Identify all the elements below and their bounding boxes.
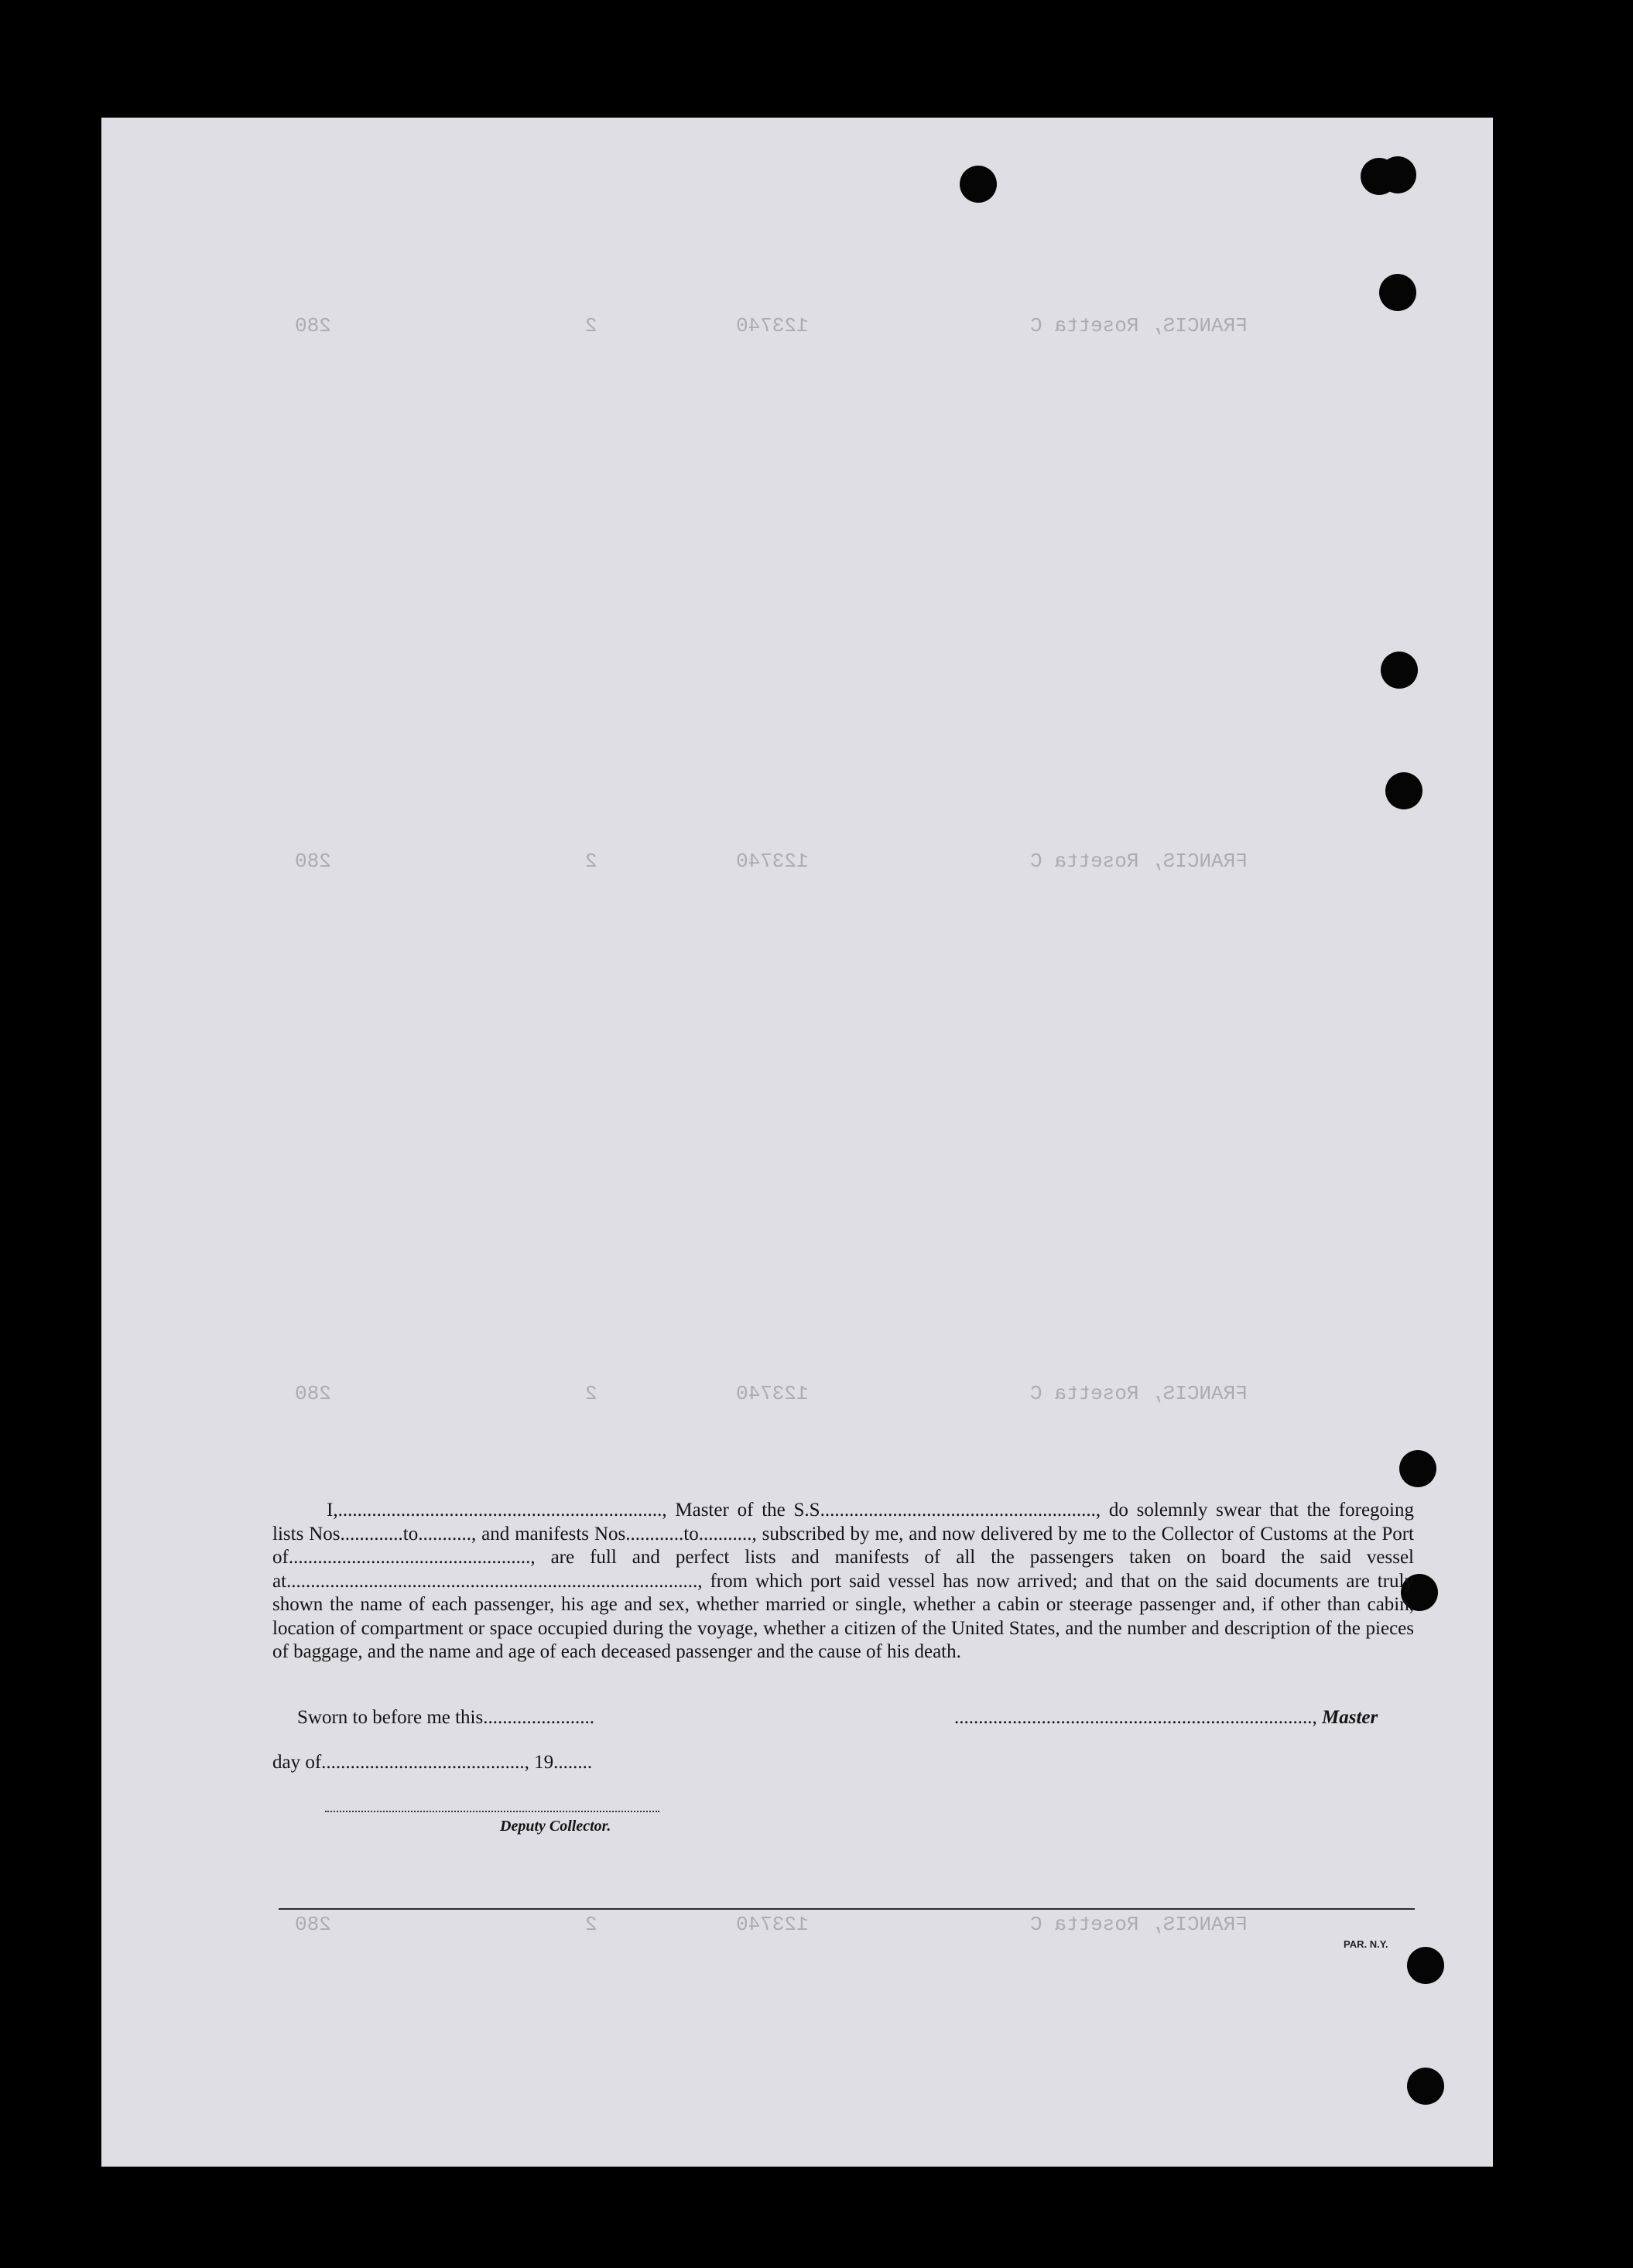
ghost-col: 2 [585, 850, 597, 873]
ghost-col: 2 [585, 314, 597, 337]
punch-hole [1385, 772, 1422, 809]
ghost-number: 123740 [736, 314, 809, 337]
manifest-page [101, 118, 1493, 2167]
ghost-number: 123740 [736, 1913, 809, 1936]
ghost-age: 280 [295, 1913, 331, 1936]
ghost-name: FRANCIS, Rosetta C [1030, 1382, 1248, 1405]
master-label: Master [1322, 1707, 1378, 1728]
punch-hole [1381, 652, 1418, 689]
ghost-number: 123740 [736, 850, 809, 873]
day-of-line: day of.........................................., 19........ [272, 1752, 593, 1773]
sworn-line: Sworn to before me this....................... [297, 1707, 594, 1728]
master-dots: .........................................................................., [954, 1707, 1317, 1728]
deputy-collector-label: Deputy Collector. [500, 1818, 611, 1835]
oath-paragraph: I,..................................................................., Master of the S.S........................................................., do solemnly swear that the foregoing lists Nos.............to..........., and manifests Nos............to..........., subscribed by me, and now delivered by me to the Collector of Customs at the Port of.................................................., are full and perfect lists and manifests of all the passengers taken on board the said vessel at....................................................................................., from which port said vessel has now arrived; and that on the said documents are truly shown the name of each passenger, his age and sex, whether married or single, whether a cabin or steerage passenger and, if other than cabin, location of compartment or space occupied during the voyage, whether a citizen of the United States, and the number and description of the pieces of baggage, and the name and age of each deceased passenger and the cause of his death. [272, 1500, 1414, 1662]
ghost-col: 2 [585, 1382, 597, 1405]
ghost-col: 2 [585, 1913, 597, 1936]
punch-hole [1379, 156, 1416, 193]
deputy-signature-rule [325, 1811, 659, 1812]
ghost-name: FRANCIS, Rosetta C [1030, 850, 1248, 873]
punch-hole [960, 166, 997, 203]
punch-hole [1407, 1947, 1444, 1984]
punch-hole [1399, 1450, 1436, 1487]
ghost-number: 123740 [736, 1382, 809, 1405]
punch-hole [1379, 274, 1416, 311]
ghost-age: 280 [295, 314, 331, 337]
printer-mark: PAR. N.Y. [1344, 1938, 1388, 1950]
bottom-rule [279, 1908, 1415, 1910]
master-oath [272, 1499, 1414, 1664]
master-signature-line [954, 1707, 1378, 1729]
ghost-age: 280 [295, 850, 331, 873]
ghost-name: FRANCIS, Rosetta C [1030, 314, 1248, 337]
punch-hole [1407, 2068, 1444, 2105]
ghost-name: FRANCIS, Rosetta C [1030, 1913, 1248, 1936]
ghost-age: 280 [295, 1382, 331, 1405]
